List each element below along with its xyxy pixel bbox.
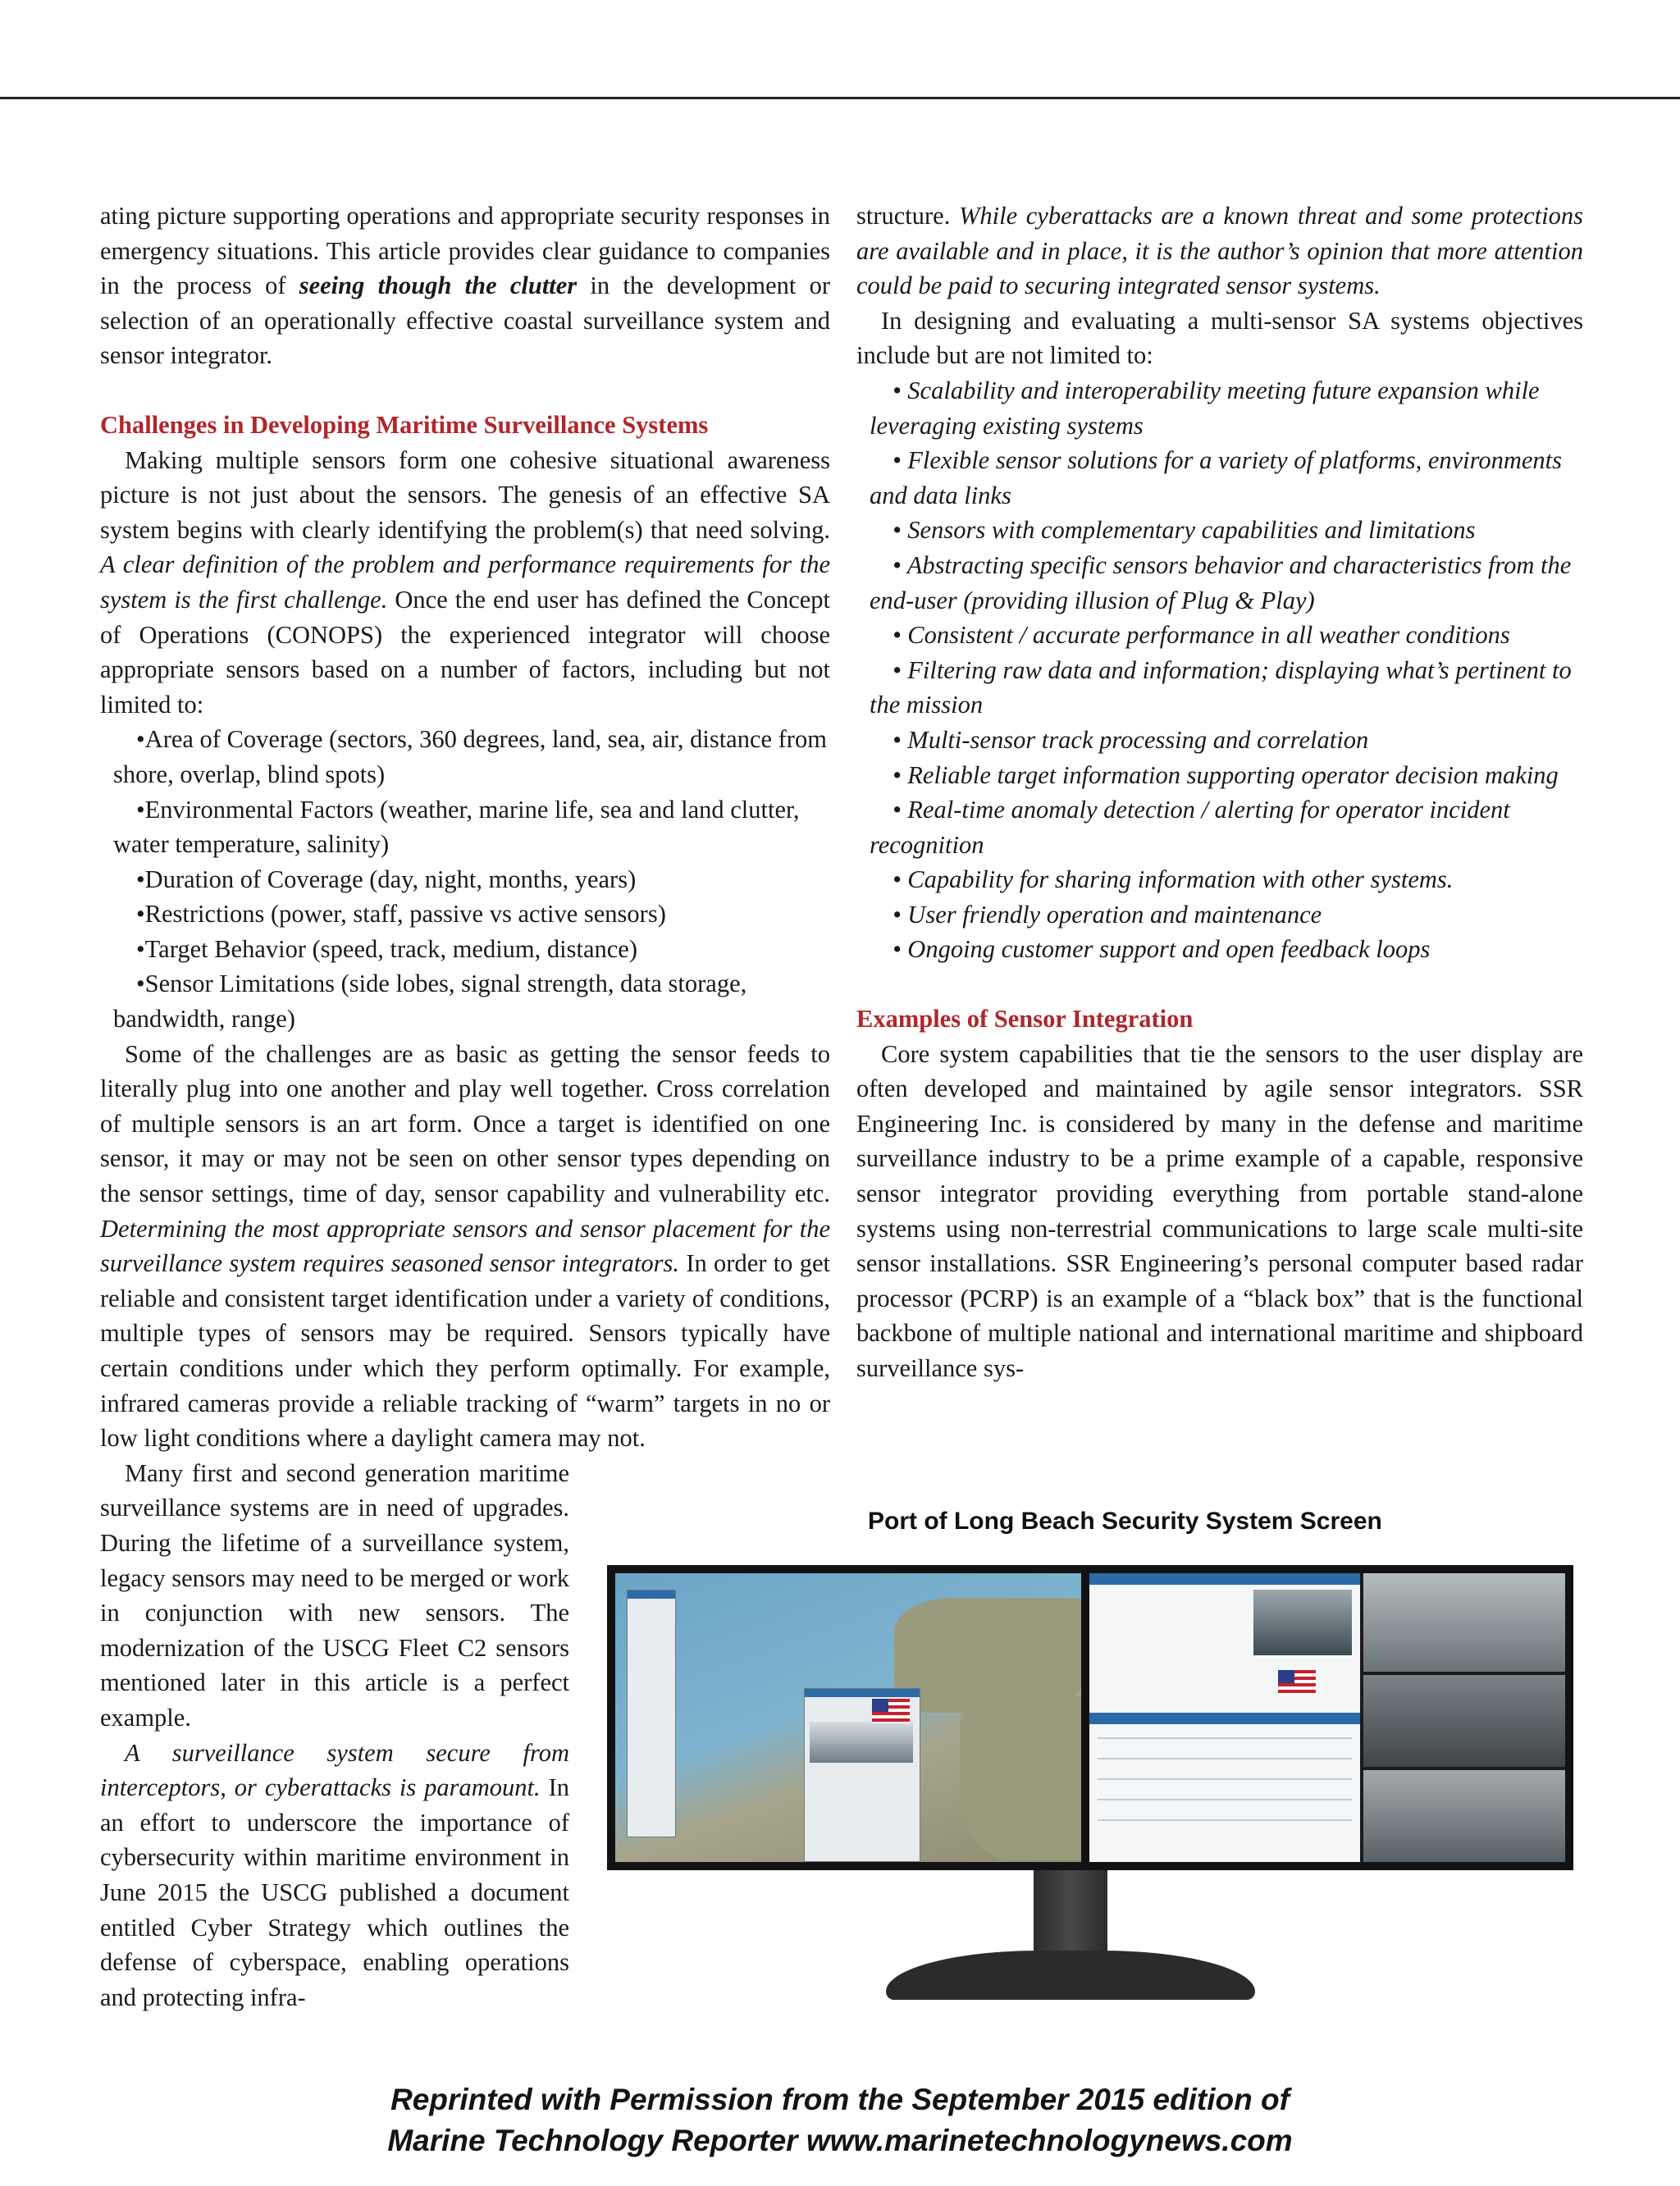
objective-item: • Abstracting specific sensors behavior and characteristics from the end-user (providing illusion of Plug & Play) <box>870 550 1572 614</box>
factor-item: •Duration of Coverage (day, night, months, years) <box>136 865 637 893</box>
objective-item: • Flexible sensor solutions for a variety of platforms, environments and data links <box>870 446 1563 509</box>
camera-feed <box>1363 1675 1565 1767</box>
objective-item: • User friendly operation and maintenance <box>892 900 1322 929</box>
track-list-panel <box>627 1590 676 1837</box>
top-rule <box>0 97 1680 99</box>
section-heading-examples: Examples of Sensor Integration <box>856 1005 1194 1034</box>
camera-feed <box>1363 1770 1565 1862</box>
land-area <box>960 1696 1091 1860</box>
objective-item: • Scalability and interoperability meeting future expansion while leveraging existing systems <box>870 376 1540 440</box>
reprint-notice <box>0 2079 1680 2161</box>
factor-item: •Target Behavior (speed, track, medium, distance) <box>136 934 637 963</box>
paragraph-integrators: Core system capabilities that tie the sensors to the user display are often developed and maintained by agile sensor integrators. SSR Engineering Inc. is considered by many in the defense and maritime surveillance industry to be a prime example of a capable, responsive sensor integrator providing everything from portable stand-alone systems using non-terrestrial communications to large scale multi-site sensor installations. SSR Engineering’s personal computer based radar processor (PCRP) is an example of a “black box” that is the functional backbone of multiple national and international maritime and shipboard surveillance sys- <box>856 1039 1583 1382</box>
objective-item: • Ongoing customer support and open feedback loops <box>892 935 1431 964</box>
objective-list <box>856 373 1583 967</box>
section-heading-challenges: Challenges in Developing Maritime Surveillance Systems <box>100 410 709 439</box>
camera-feed <box>1363 1573 1565 1672</box>
factor-item: •Sensor Limitations (side lobes, signal strength, data storage, bandwidth, range) <box>113 970 747 1034</box>
right-monitor-screen <box>1081 1565 1573 1870</box>
monitor-stand <box>1034 1870 1107 1960</box>
paragraph-sensors: Making multiple sensors form one cohesive situational awareness picture is not just about the sensors. The genesis of an effective SA system begins with clearly identifying the problem(s) that need solving. A clear definition of the problem and performance requirements for the system is the first challenge. Once the end user has defined the Concept of Operations (CONOPS) the experienced integrator will choose appropriate sensors based on a number of factors, including but not limited to: <box>100 445 831 719</box>
target-info-panel <box>804 1688 920 1862</box>
monitor-base <box>886 1951 1255 2000</box>
intro-paragraph: ating picture supporting operations and appropriate security responses in emergency situations. This article provides clear guidance to companies in the process of seeing though the clutter in the development or selection of an operationally effective coastal surveillance system and sensor integrator. <box>100 202 830 370</box>
paragraph-cyber: A surveillance system secure from interceptors, or cyberattacks is paramount. In an effort to underscore the importance of cybersecurity within maritime environment in June 2015 the USCG published a document entitled Cyber Strategy which outlines the defense of cyberspace, enabling operations and protecting infra- <box>100 1738 569 2011</box>
objective-item: • Reliable target information supporting operator decision making <box>892 760 1559 789</box>
right-column <box>856 199 1583 1386</box>
target-details-form <box>1089 1573 1360 1862</box>
dual-monitor-photo <box>574 1558 1583 2018</box>
objective-item: • Consistent / accurate performance in all weather conditions <box>892 621 1510 650</box>
us-flag-icon <box>872 1699 910 1723</box>
paragraph-challenges: Some of the challenges are as basic as getting the sensor feeds to literally plug into one another and play well together. Cross correlation of multiple sensors is an art form. Once a target is identified on one sensor, it may or may not be seen on other sensor types depending on the sensor settings, time of day, sensor capability and vulnerability etc. Determining the most appropriate sensors and sensor placement for the surveillance system requires seasoned sensor integrators. In order to get reliable and consistent target identification under a variety of conditions, multiple types of sensors may be required. Sensors typically have certain conditions under which they perform optimally. For example, infrared cameras provide a reliable tracking of “warm” targets in no or low light conditions where a daylight camera may not. <box>100 1039 830 1453</box>
vessel-image <box>810 1722 913 1763</box>
left-monitor-screen <box>607 1565 1099 1870</box>
land-area <box>894 1598 1091 1713</box>
objective-item: • Capability for sharing information with other systems. <box>892 865 1454 894</box>
factor-item: •Area of Coverage (sectors, 360 degrees, land, sea, air, distance from shore, overlap, blind spots) <box>113 725 827 788</box>
objective-item: • Multi-sensor track processing and correlation <box>892 725 1369 754</box>
paragraph-upgrades: Many first and second generation maritime surveillance systems are in need of upgrades. During the lifetime of a surveillance system, legacy sensors may need to be merged or work in conjunction with new sensors. The modernization of the USCG Fleet C2 sensors mentioned later in this article is a perfect example. <box>100 1458 569 1732</box>
factor-item: •Restrictions (power, staff, passive vs active sensors) <box>136 900 666 929</box>
us-flag-icon <box>1278 1670 1316 1695</box>
objective-item: • Sensors with complementary capabilities and limitations <box>892 516 1476 545</box>
paragraph-objectives-intro: In designing and evaluating a multi-sensor SA systems objectives include but are not limited to: <box>856 306 1583 370</box>
objective-item: • Filtering raw data and information; displaying what’s pertinent to the mission <box>870 655 1572 719</box>
factor-item: •Environmental Factors (weather, marine life, sea and land clutter, water temperature, salinity) <box>113 795 800 859</box>
vessel-image <box>1253 1590 1352 1655</box>
paragraph-structure: structure. While cyberattacks are a known threat and some protections are available and in place, it is the author’s opinion that more attention could be paid to securing integrated sensor systems. <box>856 202 1583 300</box>
figure-caption: Port of Long Beach Security System Screen <box>868 1508 1382 1535</box>
reprint-line-2: Marine Technology Reporter www.marinetechnologynews.com <box>387 2124 1293 2157</box>
factor-list <box>100 722 830 1036</box>
objective-item: • Real-time anomaly detection / alerting for operator incident recognition <box>870 796 1510 859</box>
reprint-line-1: Reprinted with Permission from the September 2015 edition of <box>390 2083 1290 2116</box>
